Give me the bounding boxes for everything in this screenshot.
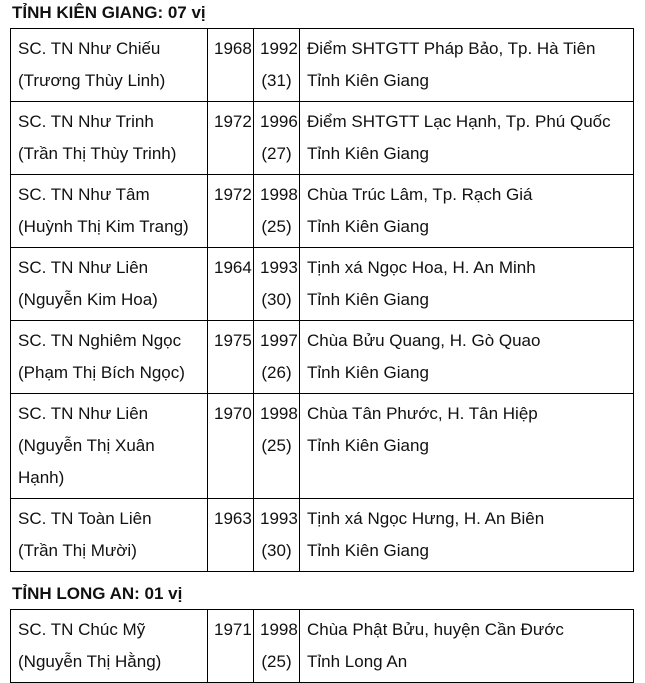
table-row	[11, 610, 634, 683]
province: Tỉnh Kiên Giang	[307, 71, 429, 90]
birth-year: 1972	[208, 102, 254, 175]
lay-name: (Trần Thị Mười)	[18, 541, 137, 560]
ordination-cell	[254, 499, 300, 572]
ordination-cell	[254, 102, 300, 175]
ordination-year: 1992	[260, 39, 298, 58]
dharma-name: SC. TN Chúc Mỹ	[18, 620, 146, 639]
province: Tỉnh Kiên Giang	[307, 217, 429, 236]
place: Chùa Trúc Lâm, Tp. Rạch Giá	[307, 185, 533, 204]
place: Điểm SHTGTT Lạc Hạnh, Tp. Phú Quốc	[307, 112, 611, 131]
dharma-name: SC. TN Như Liên	[18, 404, 149, 423]
place-cell	[300, 394, 634, 499]
ordination-year: 1993	[260, 258, 298, 277]
place-cell	[300, 102, 634, 175]
ordination-cell	[254, 321, 300, 394]
ordination-cell	[254, 29, 300, 102]
name-cell	[11, 248, 208, 321]
birth-year: 1975	[208, 321, 254, 394]
ordination-year: 1998	[260, 404, 298, 423]
ordination-cell	[254, 610, 300, 683]
ordination-year: 1996	[260, 112, 298, 131]
name-cell	[11, 610, 208, 683]
birth-year: 1970	[208, 394, 254, 499]
province: Tỉnh Kiên Giang	[307, 290, 429, 309]
ordination-age: (30)	[261, 290, 292, 309]
dharma-name: SC. TN Nghiêm Ngọc	[18, 331, 182, 350]
name-cell	[11, 499, 208, 572]
table-row	[11, 248, 634, 321]
lay-name: (Nguyễn Thị Hằng)	[18, 652, 162, 671]
place: Chùa Phật Bửu, huyện Cần Đước	[307, 620, 564, 639]
lay-name: (Huỳnh Thị Kim Trang)	[18, 217, 189, 236]
ordination-age: (26)	[261, 363, 292, 382]
ordination-age: (25)	[261, 436, 292, 455]
name-cell	[11, 394, 208, 499]
place: Điểm SHTGTT Pháp Bảo, Tp. Hà Tiên	[307, 39, 596, 58]
place: Chùa Bửu Quang, H. Gò Quao	[307, 331, 541, 350]
ordination-age: (31)	[261, 71, 292, 90]
long-an-table	[10, 609, 634, 683]
dharma-name: SC. TN Như Trinh	[18, 112, 154, 131]
birth-year: 1972	[208, 175, 254, 248]
dharma-name: SC. TN Như Chiếu	[18, 39, 161, 58]
province: Tỉnh Kiên Giang	[307, 541, 429, 560]
ordination-year: 1997	[260, 331, 298, 350]
place-cell	[300, 321, 634, 394]
ordination-cell	[254, 394, 300, 499]
place-cell	[300, 248, 634, 321]
ordination-year: 1998	[260, 185, 298, 204]
ordination-age: (30)	[261, 541, 292, 560]
lay-name: (Nguyễn Kim Hoa)	[18, 290, 158, 309]
province: Tỉnh Kiên Giang	[307, 363, 429, 382]
ordination-age: (27)	[261, 144, 292, 163]
lay-name: (Phạm Thị Bích Ngọc)	[18, 363, 185, 382]
lay-name: (Trần Thị Thùy Trinh)	[18, 144, 177, 163]
ordination-age: (25)	[261, 652, 292, 671]
section-title-long-an: TỈNH LONG AN: 01 vị	[12, 584, 183, 603]
kien-giang-table	[10, 28, 634, 572]
name-cell	[11, 29, 208, 102]
name-cell	[11, 321, 208, 394]
ordination-cell	[254, 175, 300, 248]
table-row	[11, 394, 634, 499]
birth-year: 1968	[208, 29, 254, 102]
birth-year: 1963	[208, 499, 254, 572]
province: Tỉnh Kiên Giang	[307, 436, 429, 455]
birth-year: 1964	[208, 248, 254, 321]
province: Tỉnh Kiên Giang	[307, 144, 429, 163]
place: Chùa Tân Phước, H. Tân Hiệp	[307, 404, 538, 423]
ordination-year: 1993	[260, 509, 298, 528]
section-title-kien-giang: TỈNH KIÊN GIANG: 07 vị	[12, 3, 206, 22]
table-row	[11, 499, 634, 572]
place-cell	[300, 610, 634, 683]
table-row	[11, 321, 634, 394]
name-cell	[11, 175, 208, 248]
dharma-name: SC. TN Như Liên	[18, 258, 149, 277]
ordination-year: 1998	[260, 620, 298, 639]
table-row	[11, 29, 634, 102]
name-cell	[11, 102, 208, 175]
ordination-age: (25)	[261, 217, 292, 236]
province: Tỉnh Long An	[307, 652, 408, 671]
table-row	[11, 175, 634, 248]
place: Tịnh xá Ngọc Hưng, H. An Biên	[307, 509, 545, 528]
table-row	[11, 102, 634, 175]
lay-name: (Trương Thùy Linh)	[18, 71, 166, 90]
place-cell	[300, 175, 634, 248]
dharma-name: SC. TN Toàn Liên	[18, 509, 152, 528]
lay-name: (Nguyễn Thị Xuân Hạnh)	[18, 436, 155, 487]
dharma-name: SC. TN Như Tâm	[18, 185, 150, 204]
place-cell	[300, 499, 634, 572]
place-cell	[300, 29, 634, 102]
birth-year: 1971	[208, 610, 254, 683]
ordination-cell	[254, 248, 300, 321]
place: Tịnh xá Ngọc Hoa, H. An Minh	[307, 258, 536, 277]
